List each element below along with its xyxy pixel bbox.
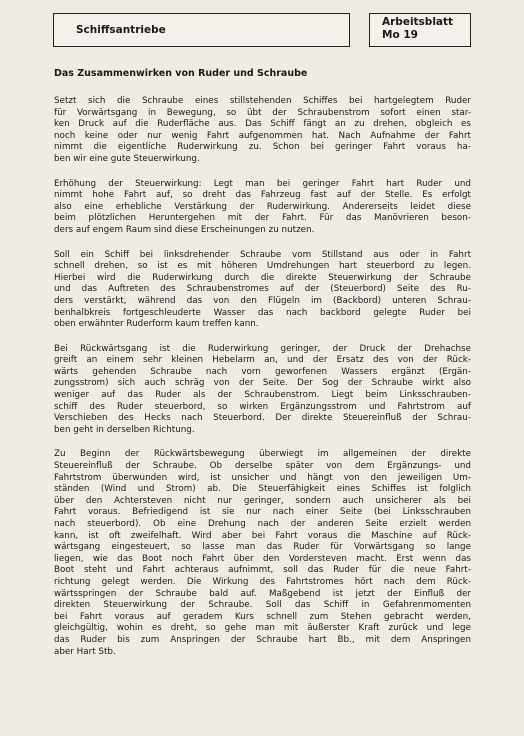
paragraph bbox=[54, 96, 471, 166]
text-line: richtung gelegt werden. Die Wirkung des Fahrtstromes hört nach dem Rück- bbox=[54, 576, 471, 587]
text-line: Fahrt voraus. Befriedigend ist sie nur nach einer Seite (bei Linksschrauben bbox=[54, 507, 471, 518]
text-line: ben geht in derselben Richtung. bbox=[54, 424, 195, 435]
text-line: schnell drehen, so ist es mit höheren Umdrehungen hart steuerbord zu legen. bbox=[54, 261, 471, 272]
text-line: ders auf engem Raum sind diese Erscheinungen zu nutzen. bbox=[54, 224, 315, 235]
text-line: schiff des Ruder steuerbord, so wirken Ergänzungsstrom und Fahrtstrom auf bbox=[54, 401, 471, 412]
text-line: nimmt die eigentliche Ruderwirkung zu. Schon bei geringer Fahrt voraus ha- bbox=[54, 142, 471, 153]
paragraph bbox=[54, 449, 471, 658]
text-line: Fahrtstrom überwunden wird, ist unsicher und hängt von den jeweiligen Um- bbox=[54, 472, 471, 483]
text-line: Verschieben des Hecks nach Steuerbord. Der direkte Steuereinfluß der Schrau- bbox=[54, 413, 471, 424]
text-line: bei Fahrt voraus auf geradem Kurs schnell zum Stehen gebracht werden, bbox=[54, 611, 471, 622]
text-line: zungsstrom) sich auch schräg von der Seite. Der Sog der Schraube wirkt also bbox=[54, 378, 471, 389]
text-line: nach steuerbord). Ob eine Drehung nach der anderen Seite erzielt werden bbox=[54, 519, 471, 529]
text-line: Boot steht und Fahrt achteraus aufnimmt, soll das Ruder für die neue Fahrt- bbox=[54, 565, 471, 576]
text-line: ken Druck auf die Ruderfläche aus. Das Schiff fängt an zu drehen, obgleich es bbox=[54, 119, 471, 130]
text-line: wärts gehenden Schraube nach vorn geworfenen Wassers ergänzt (Ergän- bbox=[54, 366, 471, 377]
text-line: Erhöhung der Steuerwirkung: Legt man bei geringer Fahrt hart Ruder und bbox=[54, 178, 471, 189]
paragraph bbox=[54, 179, 471, 237]
text-line: ben wir eine gute Steuerwirkung. bbox=[54, 153, 200, 164]
text-line: also eine erhebliche Verstärkung der Ruderwirkung. Andererseits leidet diese bbox=[54, 201, 471, 212]
sheet-box bbox=[369, 13, 471, 47]
text-line: ständen (Wind und Strom) ab. Die Steuerfähigkeit eines Schiffes ist folglich bbox=[54, 484, 471, 495]
text-line: für Vorwärtsgang in Bewegung, so übt der Schraubenstrom sofort einen star- bbox=[54, 107, 471, 118]
text-line: gleichgültig, wohin es dreht, so gehe man mit äußerster Kraft zurück und lege bbox=[54, 623, 471, 634]
subject-box bbox=[53, 13, 350, 47]
text-line: über den Achtersteven nicht nur geringer, sondern auch unsicherer als bei bbox=[54, 495, 471, 506]
text-line: oben erwähnter Ruderform kaum treffen kann. bbox=[54, 319, 259, 330]
text-line: Hierbei wird die Ruderwirkung durch die direkte Steuerwirkung der Schraube bbox=[54, 272, 471, 283]
text-line: Steuereinfluß der Schraube. Ob derselbe später von dem Ergänzungs- und bbox=[54, 461, 471, 472]
text-line: weniger auf das Ruder als der Schraubenstrom. Liegt beim Linksschrauben- bbox=[54, 390, 471, 401]
text-line: das Ruder bis zum Anspringen der Schraube hart Bb., mit dem Anspringen bbox=[54, 634, 471, 645]
text-line: liegen, wie das Boot noch Fahrt über den Vordersteven macht. Erst wenn das bbox=[54, 553, 471, 564]
body-text bbox=[54, 96, 471, 671]
text-line: benhalbkreis fortgeschleuderte Wasser das nach backbord gelegte Ruder bei bbox=[54, 307, 471, 318]
text-line: kann, ist oft zweifelhaft. Wird aber bei Fahrt voraus die Maschine auf Rück- bbox=[54, 530, 471, 541]
sheet-number: Mo 19 bbox=[382, 29, 418, 41]
text-line: wärtsgang eingesteuert, so lasse man das Ruder für Vorwärtsgang so lange bbox=[54, 542, 471, 553]
paragraph bbox=[54, 250, 471, 331]
text-line: und das Auftreten des Schraubenstromes auf der (Steuerbord) Seite des Ru- bbox=[54, 284, 471, 295]
text-line: Setzt sich die Schraube eines stillstehenden Schiffes bei hartgelegtem Ruder bbox=[54, 96, 471, 106]
paragraph bbox=[54, 344, 471, 437]
subject-label: Schiffsantriebe bbox=[76, 24, 166, 36]
text-line: ders verstärkt, während das von den Flügeln im (Backbord) unteren Schrau- bbox=[54, 295, 471, 306]
text-line: Soll ein Schiff bei linksdrehender Schraube vom Stillstand aus oder in Fahrt bbox=[54, 249, 471, 260]
text-line: aber Hart Stb. bbox=[54, 646, 116, 657]
text-line: wärtsspringen der Schraube bald auf. Maßgebend ist jetzt der Einfluß der bbox=[54, 588, 471, 599]
text-line: nimmt hohe Fahrt auf, so dreht das Fahrzeug fast auf der Stelle. Es erfolgt bbox=[54, 190, 471, 201]
text-line: Bei Rückwärtsgang ist die Ruderwirkung geringer, der Druck der Drehachse bbox=[54, 343, 471, 354]
page-title: Das Zusammenwirken von Ruder und Schraube bbox=[54, 68, 308, 79]
sheet-label: Arbeitsblatt bbox=[382, 16, 454, 28]
text-line: direkten Steuerwirkung der Schraube. Soll das Schiff in Gefahrenmomenten bbox=[54, 600, 471, 611]
text-line: noch keine oder nur wenig Fahrt aufgenommen hat. Nach Aufnahme der Fahrt bbox=[54, 130, 471, 141]
text-line: beim plötzlichen Heruntergehen mit der Fahrt. Für das Manövrieren beson- bbox=[54, 213, 471, 224]
text-line: Zu Beginn der Rückwärtsbewegung überwiegt im allgemeinen der direkte bbox=[54, 449, 471, 460]
text-line: greift an einem sehr kleinen Hebelarm an, und der Ersatz des von der Rück- bbox=[54, 355, 471, 366]
